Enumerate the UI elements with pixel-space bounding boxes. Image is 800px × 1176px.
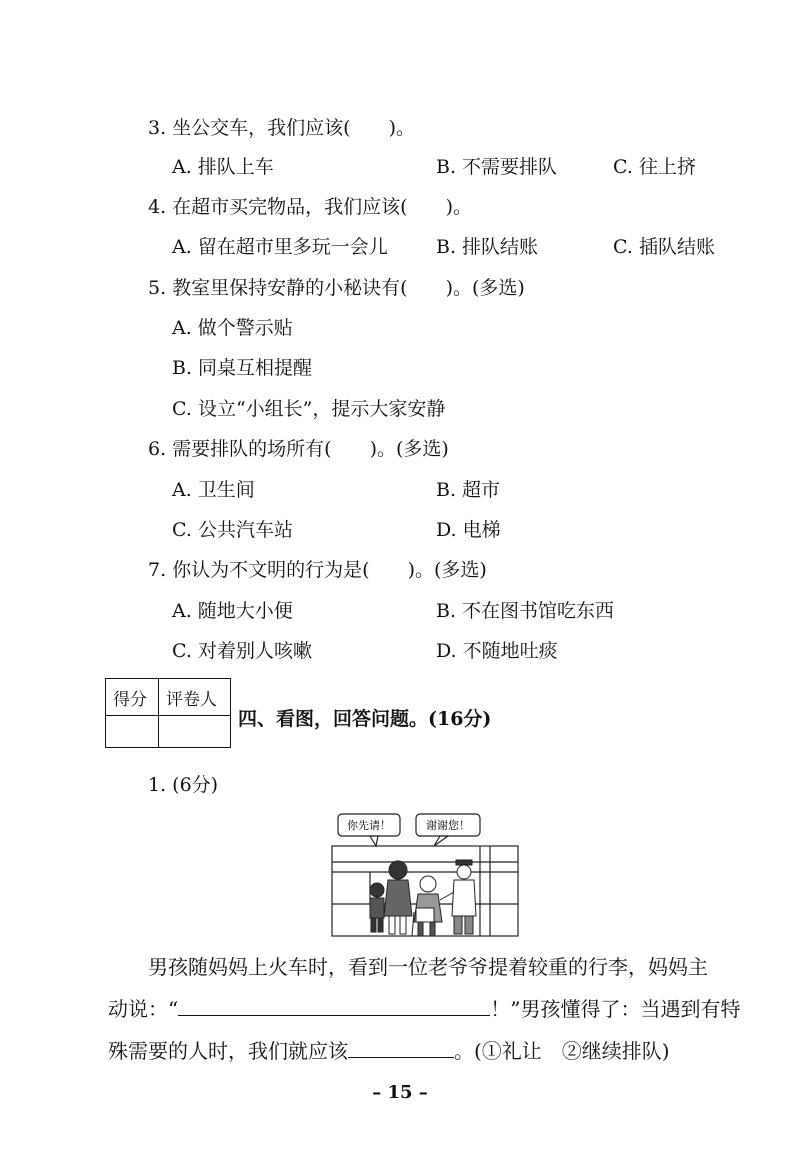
question-5-option-b: B. 同桌互相提醒 <box>172 357 313 379</box>
question-7-option-b: B. 不在图书馆吃东西 <box>436 600 615 622</box>
question-5-option-a: A. 做个警示贴 <box>172 317 293 339</box>
question-6-stem: 6. 需要排队的场所有( )。(多选) <box>148 438 449 460</box>
question-4-stem: 4. 在超市买完物品，我们应该( )。 <box>148 196 472 218</box>
question-3-option-b: B. 不需要排队 <box>436 156 558 178</box>
story-line-3-start: 殊需要的人时，我们就应该 <box>108 1039 348 1063</box>
question-4-option-a: A. 留在超市里多玩一会儿 <box>172 236 388 258</box>
score-label: 得分 <box>113 690 147 710</box>
question-7-option-c: C. 对着别人咳嗽 <box>172 640 312 662</box>
question-5-option-c: C. 设立“小组长”，提示大家安静 <box>172 398 446 420</box>
story-line-2 <box>108 988 740 1030</box>
question-4-option-c: C. 插队结账 <box>613 236 715 258</box>
story-line-2-start: 动说：“ <box>108 997 179 1021</box>
question-4-option-b: B. 排队结账 <box>436 236 539 258</box>
fill-blank-mother-speech[interactable] <box>178 989 490 1016</box>
question-6-option-b: B. 超市 <box>436 479 501 501</box>
story-line-1: 男孩随妈妈上火车时，看到一位老爷爷提着较重的行李，妈妈主 <box>148 955 708 979</box>
question-6-option-a: A. 卫生间 <box>172 479 255 501</box>
question-5-stem: 5. 教室里保持安静的小秘诀有( )。(多选) <box>148 277 525 299</box>
grandfather-figure <box>412 876 442 936</box>
story-line-3-end: 。(①礼让 ②继续排队) <box>454 1039 670 1063</box>
score-table <box>105 678 231 748</box>
speech-bubble-right <box>416 814 480 846</box>
page-number: – 15 – <box>372 1082 428 1103</box>
question-3-option-a: A. 排队上车 <box>172 156 274 178</box>
score-table-divider <box>158 679 159 747</box>
speech-bubble-left <box>338 814 400 846</box>
sub-question-label: 1. (6分) <box>148 774 219 796</box>
grader-label: 评卷人 <box>166 690 217 710</box>
question-7-option-a: A. 随地大小便 <box>172 600 293 622</box>
question-6-option-d: D. 电梯 <box>436 519 501 541</box>
story-line-2-end: ！”男孩懂得了：当遇到有特 <box>490 997 741 1021</box>
bubble-left-text: 你先请！ <box>347 819 391 832</box>
question-7-option-d: D. 不随地吐痰 <box>436 640 558 662</box>
conductor-figure <box>440 860 476 934</box>
question-7-stem: 7. 你认为不文明的行为是( )。(多选) <box>148 559 487 581</box>
question-3-option-c: C. 往上挤 <box>613 156 696 178</box>
train-courtesy-illustration <box>330 812 520 940</box>
question-6-option-c: C. 公共汽车站 <box>172 519 293 541</box>
question-3-stem: 3. 坐公交车，我们应该( )。 <box>148 117 415 139</box>
fill-blank-answer[interactable] <box>348 1031 454 1058</box>
bubble-right-text: 谢谢您！ <box>426 819 470 832</box>
story-line-3 <box>108 1030 670 1072</box>
boy-figure <box>370 883 384 932</box>
score-table-divider <box>106 715 230 716</box>
section-title: 四、看图，回答问题。(16分) <box>238 708 492 730</box>
